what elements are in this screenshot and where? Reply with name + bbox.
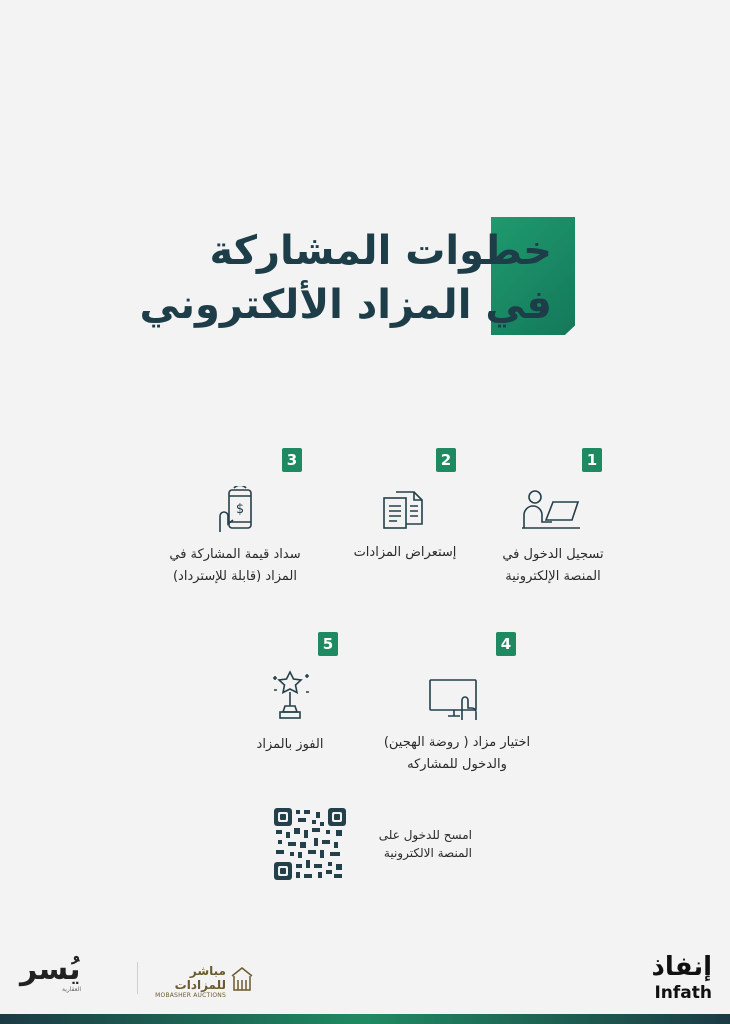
infath-logo-english: Infath [654, 983, 712, 1003]
logo-divider [137, 962, 138, 994]
svg-text:$: $ [235, 502, 245, 517]
person-laptop-icon [520, 488, 582, 532]
qr-instruction: امسح للدخول على المنصة الالكترونية [378, 828, 472, 860]
trophy-star-icon [268, 668, 312, 722]
step-1-badge: 1 [582, 448, 602, 472]
yusr-logo: يُسر [20, 952, 81, 987]
step-3-badge: 3 [282, 448, 302, 472]
page-title-line-1: خطوات المشاركة [209, 228, 552, 274]
yusr-logo-subtitle: العقارية [62, 986, 82, 993]
mobasher-logo: مباشر للمزادات MOBASHER AUCTIONS [155, 964, 226, 999]
bottom-accent-bar [0, 1014, 730, 1024]
step-5-badge: 5 [318, 632, 338, 656]
infath-logo-arabic: إنفاذ [651, 952, 712, 982]
step-1-label: تسجيل الدخول في المنصة الإلكترونية [502, 547, 604, 584]
mobasher-building-icon [230, 966, 254, 992]
touch-screen-icon [428, 678, 482, 722]
step-2-badge: 2 [436, 448, 456, 472]
mobile-payment-icon [216, 486, 256, 534]
step-4-badge: 4 [496, 632, 516, 656]
step-2-label: إستعراض المزادات [353, 545, 457, 560]
step-3-label: سداد قيمة المشاركة في المزاد (قابلة للإسترداد) [169, 547, 301, 584]
step-5-label: الفوز بالمزاد [256, 737, 324, 752]
step-4-label: اختيار مزاد ( روضة الهجين) والدخول للمشاركه [383, 735, 531, 772]
page-title-line-2: في المزاد الألكتروني [139, 282, 552, 328]
documents-icon [380, 488, 426, 532]
qr-code[interactable] [274, 808, 346, 880]
